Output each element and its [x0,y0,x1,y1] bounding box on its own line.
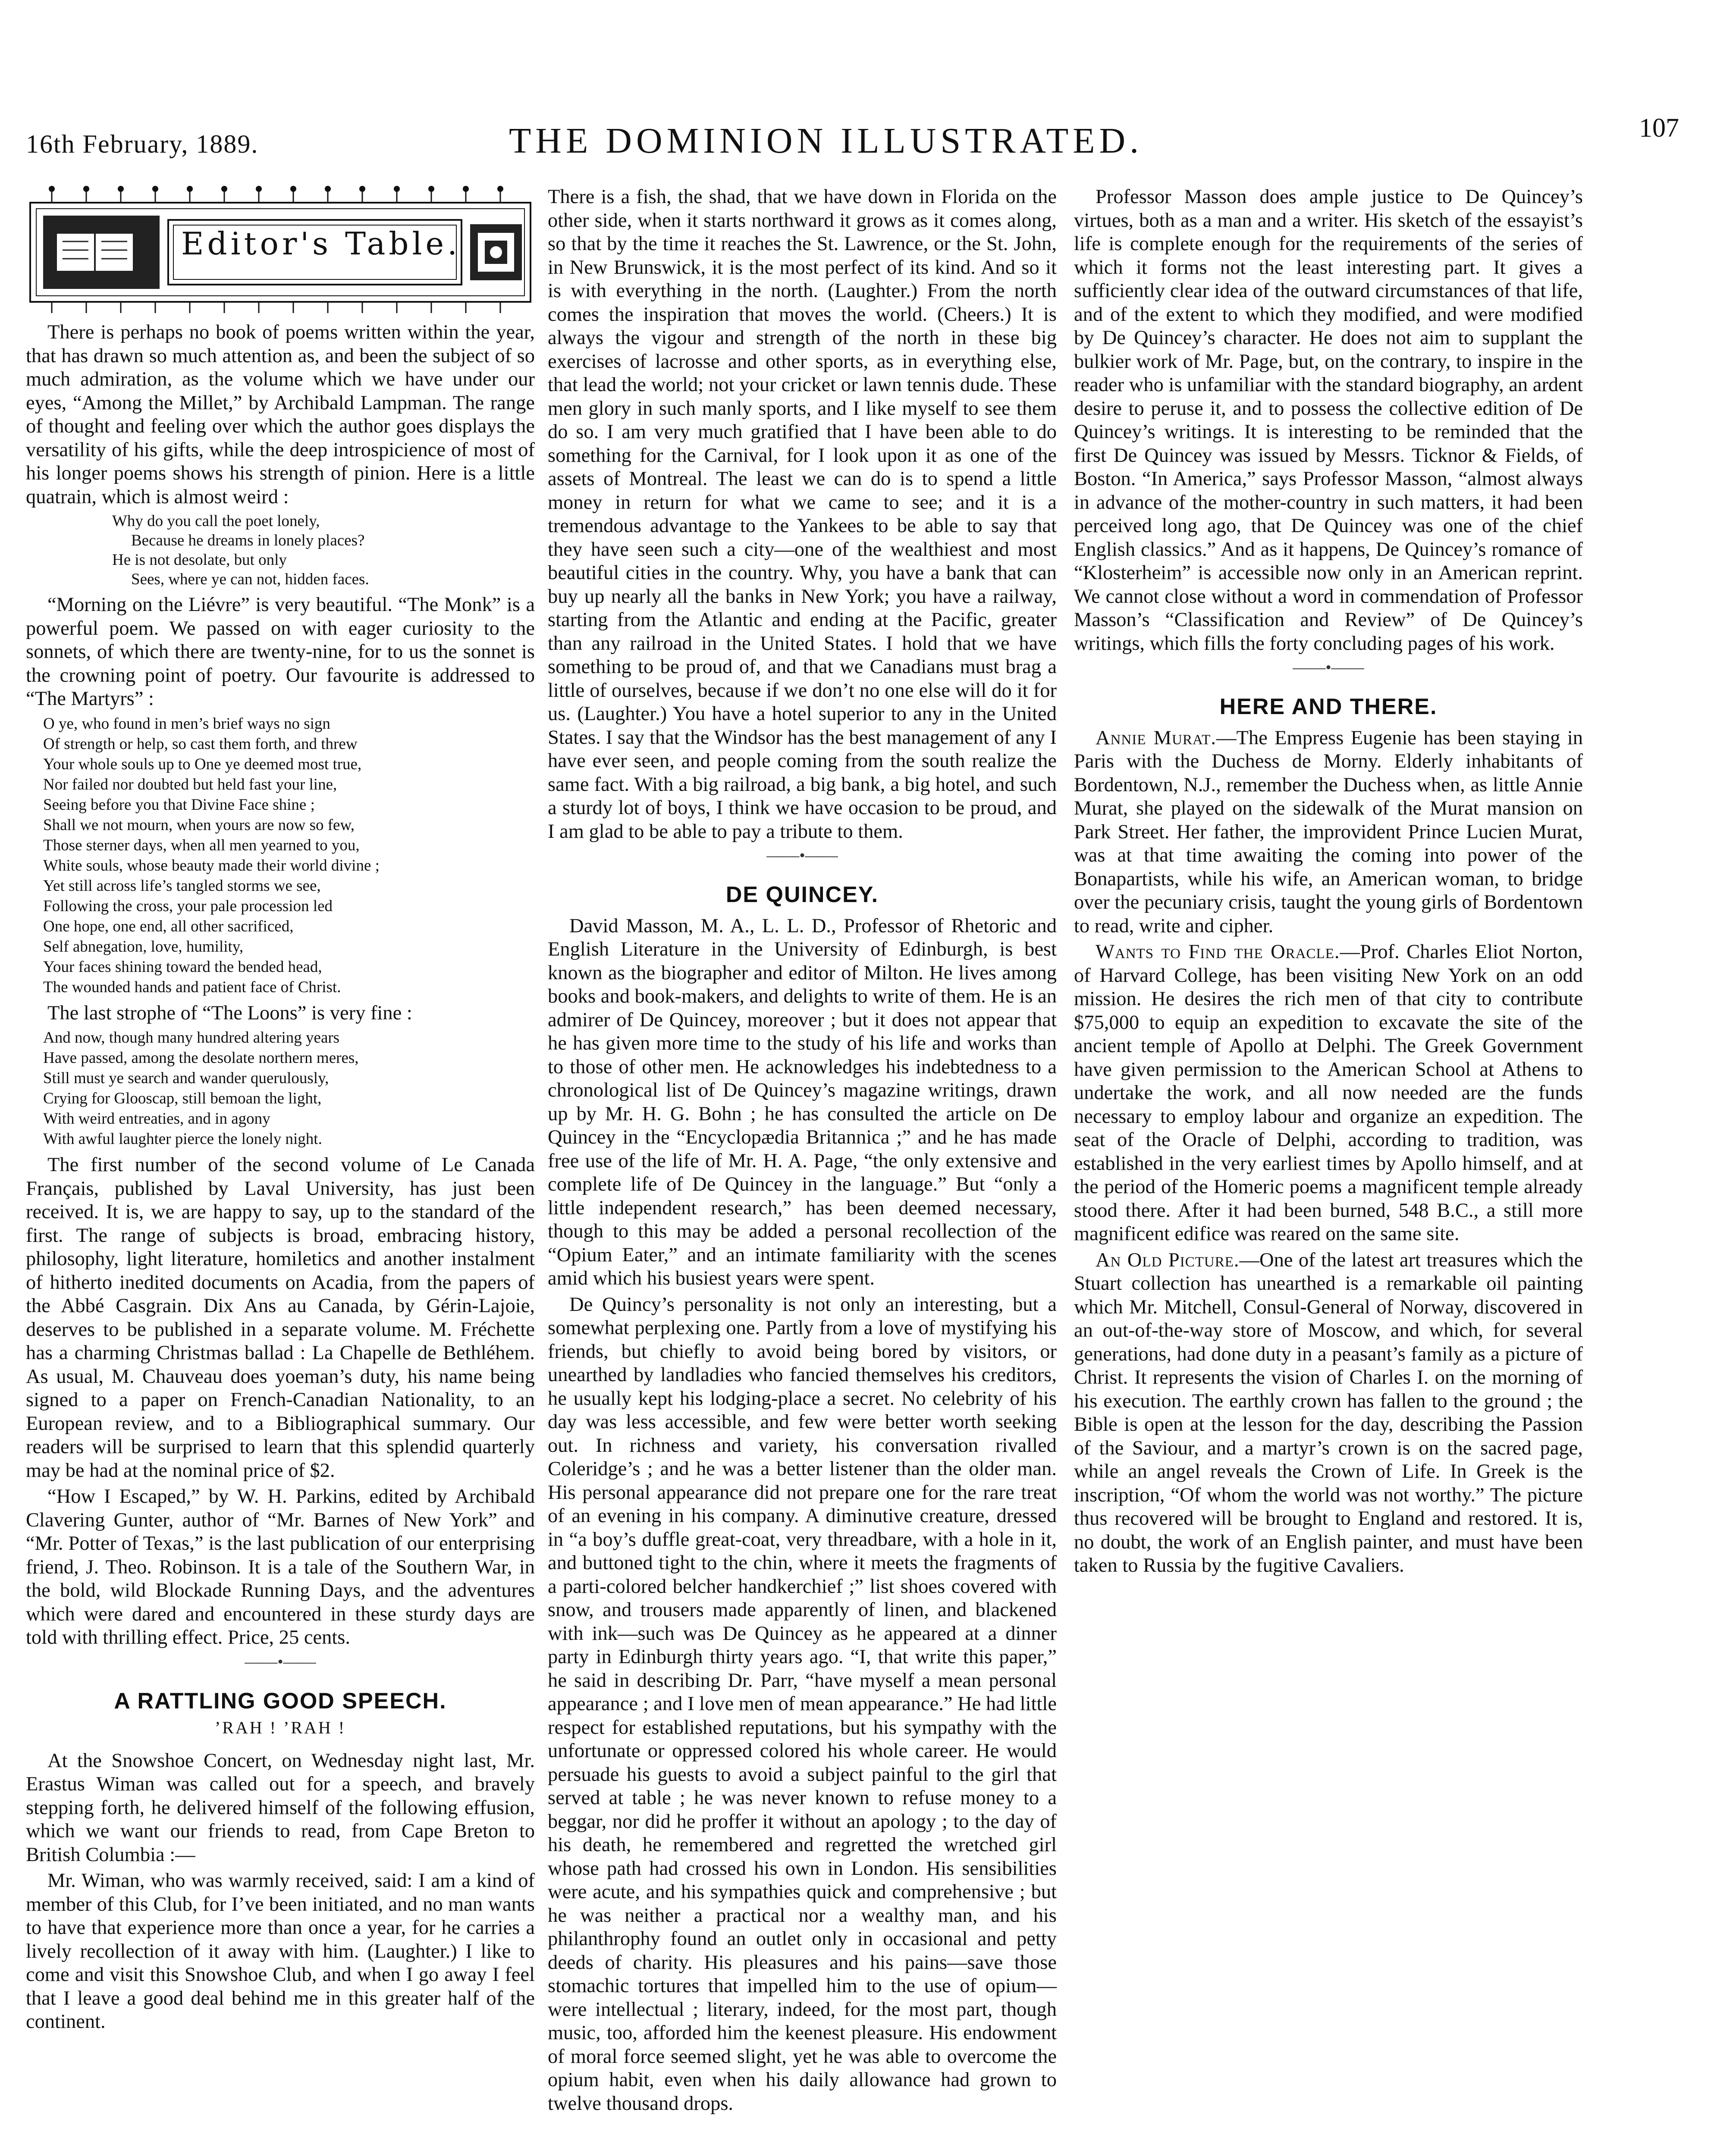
poem-line: The wounded hands and patient face of Christ. [43,978,341,996]
poem-line: Your faces shining toward the bended head, [43,958,322,976]
here-and-there-heading: HERE AND THERE. [1219,694,1438,719]
section-divider: ——•—— [766,846,838,865]
column-3 [1074,185,1583,1580]
editors-table-paragraph: The last strophe of “The Loons” is very fine : [47,1002,412,1024]
editors-table-title: Editor's Table. [181,226,461,262]
news-item-lead: An Old Picture. [1096,1249,1240,1271]
poem-line: One hope, one end, all other sacrificed, [43,917,294,935]
editors-table-paragraph: There is perhaps no book of poems written within the year, that has drawn so much attention as, and been the subject of so much admiration, as the volume which we have under our eyes, “Among the Millet,” by Archibald Lampman. The range of thought and feeling over which the author goes displays the versatility of his gifts, while the deep introspicience of most of his longer poems shows his strength of pinion. Here is a little quatrain, which is almost weird : [26,321,535,508]
news-item [1074,727,1583,938]
news-item-lead: Annie Murat. [1096,727,1216,749]
poem-line: Why do you call the poet lonely, [112,512,320,530]
de-quincey-paragraph: David Masson, M. A., L. L. D., Professor of Rhetoric and English Literature in the University of Edinburgh, is best known as the biographer and editor of Milton. He lives among books and book-makers, and delights to write of them. He is an admirer of De Quincey, moreover ; but it does not appear that he has given more time to the study of his life and works than to those of other men. He acknowledges his indebtedness to a chronological list of De Quincey’s magazine writings, drawn up by Mr. H. G. Bohn ; he has consulted the article on De Quincey in the “Encyclopædia Britannica ;” and he has made free use of the life of Mr. H. A. Page, “the only extensive and complete life of De Quincey in the language.” But “only a little independent research,” has been deemed necessary, though to this may be added a personal recollection of the “Opium Eater,” and an intimate familiarity with the scenes amid which his busiest years were spent. [548,915,1057,1289]
quatrain-poem [112,511,535,589]
news-item-body: —One of the latest art treasures which the Stuart collection has unearthed is a remarkable oil painting which Mr. Mitchell, Consul-General of Norway, discovered in an out-of-the-way store of Moscow, and which, for several generations, had done duty in a peasant’s family as a picture of Christ. It represents the vision of Charles I. on the morning of his execution. The earthly crown has fallen to the ground ; the Bible is open at the lesson for the day, describing the Passion of the Saviour, and a martyr’s crown is on the sacred page, while an angel reveals the Crown of Life. In Greek is the inscription, “Of whom the world was not worthy.” The picture thus recovered will be brought to England and restored. It is, no doubt, the work of an English painter, and must have been taken to Russia by the fugitive Cavaliers. [1074,1249,1583,1576]
page-number: 107 [1639,113,1679,143]
poem-line: Your whole souls up to One ye deemed most true, [43,755,362,773]
issue-date: 16th February, 1889. [26,130,259,158]
column-2 [548,185,1057,2118]
section-divider: ——•—— [1293,658,1364,677]
editors-table-paragraph: “How I Escaped,” by W. H. Parkins, edited by Archibald Clavering Gunter, author of “Mr. Barnes of New York” and “Mr. Potter of Texas,” is the last publication of our enterprising friend, J. Theo. Robinson. It is a tale of the Southern War, in the bold, wild Blockade Running Days, and the adventures which were dared and encountered in these sturdy days are told with thrilling effect. Price, 25 cents. [26,1485,535,1648]
poem-line: Sees, where ye can not, hidden faces. [131,570,369,588]
editors-table-banner [26,185,535,315]
poem-line: Because he dreams in lonely places? [131,532,365,549]
poem-line: Of strength or help, so cast them forth, and threw [43,735,358,753]
poem-line: Those sterner days, when all men yearned to you, [43,836,360,854]
poem-line: Crying for Glooscap, still bemoan the light, [43,1090,322,1107]
masthead: THE DOMINION ILLUSTRATED. [509,121,1143,161]
news-item-body: —Prof. Charles Eliot Norton, of Harvard College, has been visiting New York on an odd mission. He desires the rich men of that city to contribute $75,000 to equip an expedition to excavate the site of the ancient temple of Apollo at Delphi. The Greek Government have given permission to the American School at Athens to undertake the work, and all now needed are the funds necessary to employ labour and organize an expedition. The seat of the Oracle of Delphi, according to tradition, was established in the very earliest times by Apollo himself, and at the period of the Homeric poems a magnificent temple already stood there. After it had been burned, 548 B.C., a still more magnificent edifice was reared on the same site. [1074,941,1583,1245]
editors-table-paragraph: The first number of the second volume of Le Canada Français, published by Laval University, has just been received. It is, we are happy to say, up to the standard of the first. The range of subjects is broad, embracing history, philosophy, light literature, homiletics and another instalment of hitherto inedited documents on Acadia, from the papers of the Abbé Casgrain. Dix Ans au Canada, by Gérin-Lajoie, deserves to be published in a separate volume. M. Fréchette has a charming Christmas ballad : La Chapelle de Bethléhem. As usual, M. Chauveau does yoeman’s duty, his name being signed to a paper on French-Canadian Nationality, to an European review, and to a Bibliographical summary. Our readers will be surprised to learn that this splendid quarterly may be had at the nominal price of $2. [26,1154,535,1482]
poem-line: And now, though many hundred altering years [43,1029,340,1047]
poem-line: White souls, whose beauty made their world divine ; [43,856,380,874]
speech-paragraph: There is a fish, the shad, that we have down in Florida on the other side, when it starts northward it grows as it comes along, so that by the time it reaches the St. Lawrence, or the St. John, in New Brunswick, it is the most perfect of its kind. And so it is with everything in the north. (Laughter.) From the north comes the inspiration that moves the world. (Cheers.) It is always the vigour and strength of the north in these big exercises of lacrosse and other sports, as in everything else, that lead the world; not your cricket or lawn tennis dude. These men glory in such manly sports, and I like myself to see them do so. I am very much gratified that I have been able to do something for the Carnival, for I look upon it as one of the assets of Montreal. The least we can do is to spend a little money in return for what we came to see; and it is a tremendous advantage to the Yankees to be able to say that they have seen such a city—one of the wealthiest and most beautiful cities in the country. Why, you have a bank that can buy up nearly all the banks in New York; you have a railway, starting from the Atlantic and ending at the Pacific, greater than any railroad in the United States. I hold that we have something to be proud of, and that we Canadians must brag a little of ourselves, because if we don’t no one else will do it for us. (Laughter.) You have a hotel superior to any in the United States. I say that the Windsor has the best management of any I have ever seen, and people coming from the south realize the same fact. With a big railroad, a big bank, a big hotel, and such a sturdy lot of boys, I think we have occasion to be proud, and I am glad to be able to pay a tribute to them. [548,186,1057,843]
poem-line: Self abnegation, love, humility, [43,937,244,956]
de-quincey-heading: DE QUINCEY. [725,882,879,907]
news-item-body: —The Empress Eugenie has been staying in Paris with the Duchess de Morny. Elderly inhabitants of Bordentown, N.J., remember the Duchess when, as little Annie Murat, she played on the sidewalk of the Murat mansion on Park Street. Her father, the improvident Prince Lucien Murat, was at that time awaiting the coming into power of the Bonapartists, while his wife, an American woman, to bridge over the pecuniary crisis, taught the young girls of Bordentown to read, write and cipher. [1074,727,1583,937]
news-item-lead: Wants to Find the Oracle. [1096,941,1340,963]
speech-paragraph: At the Snowshoe Concert, on Wednesday night last, Mr. Erastus Wiman was called out for a speech, and bravely stepping forth, he delivered himself of the following effusion, which we want our friends to read, from Cape Breton to British Columbia :— [26,1749,535,1866]
news-item [1074,940,1583,1246]
poem-line: Nor failed nor doubted but held fast your line, [43,775,337,793]
editors-table-paragraph: “Morning on the Liévre” is very beautiful. “The Monk” is a powerful poem. We passed on with eager curiosity to the sonnets, of which there are twenty-nine, for to us the sonnet is the crowning point of poetry. Our favourite is addressed to “The Martyrs” : [26,594,535,710]
loons-strophe [43,1028,535,1149]
speech-heading: A RATTLING GOOD SPEECH. [114,1688,447,1714]
poem-line: With awful laughter pierce the lonely night. [43,1130,322,1148]
speech-subheading: ’RAH ! ’RAH ! [214,1718,346,1737]
section-divider: ——•—— [245,1652,316,1671]
poem-line: Following the cross, your pale procession led [43,897,333,915]
de-quincey-paragraph: De Quincy’s personality is not only an interesting, but a somewhat perplexing one. Partly from a love of mystifying his friends, but chiefly to avoid being bored by visitors, or unearthed by landladies who fancied themselves his creditors, he usually kept his lodging-place a secret. No celebrity of his day was less accessible, and few were better worth seeking out. In richness and variety, his conversation rivalled Coleridge’s ; and he was a better listener than the older man. His personal appearance did not prepare one for the rare treat of an evening in his company. A diminutive creature, dressed in “a boy’s duffle great-coat, very threadbare, with a hole in it, and buttoned tight to the chin, where it meets the fragments of a parti-colored belcher handkerchief ;” list shoes covered with snow, and trousers made apparently of linen, and blackened with ink—such was De Quincey as he appeared at a dinner party in Edinburgh thirty years ago. “I, that write this paper,” he said in describing Dr. Parr, “have myself a mean personal appearance ; and I love men of mean appearance.” He had little respect for established reputations, but his sympathy with the unfortunate or oppressed colored his whole career. He would persuade his guests to avoid a subject painful to the girl that served at table ; he was never known to refuse money to a beggar, nor did he proffer it without an apology ; to the day of his death, he remembered and regretted the wretched girl whose path had crossed his own in London. His sensibilities were acute, and his sympathies quick and comprehensive ; but he was neither a practical nor a wealthy man, and his philanthrophy found an outlet only in occasional and petty deeds of charity. His pleasures and his pains—save those stomachic tortures that impelled him to the use of opium—were intellectual ; literary, indeed, for the most part, though music, too, afforded him the keenest pleasure. His endowment of moral force seemed slight, yet he was able to overcome the opium habit, even when his daily allowance had grown to twelve thousand drops. [548,1293,1057,2115]
column-1 [26,185,535,2037]
de-quincey-paragraph: Professor Masson does ample justice to De Quincey’s virtues, both as a man and a writer. His sketch of the essayist’s life is complete enough for the requirements of the series of which it forms not the least interesting part. It gives a sufficiently clear idea of the outward circumstances of that life, and of the extent to which they modified, and were modified by De Quincey’s character. He does not aim to supplant the bulkier work of Mr. Page, but, on the contrary, to inspire in the reader who is unfamiliar with the standard biography, an ardent desire to peruse it, and to possess the collective edition of De Quincey’s writings. It is interesting to be reminded that the first De Quincey was issued by Messrs. Ticknor & Fields, of Boston. “In America,” says Professor Masson, “almost always in advance of the mother-country in such matters, it had been perceived long ago, that De Quincey was one of the chief English classics.” And as it happens, De Quincey’s romance of “Klosterheim” is accessible now only in an American reprint. We cannot close without a word in commendation of Professor Masson’s “Classification and Review” of De Quincey’s writings, which fills the forty concluding pages of his work. [1074,186,1583,655]
poem-line: O ye, who found in men’s brief ways no sign [43,714,330,733]
poem-line: He is not desolate, but only [112,551,287,569]
speech-paragraph: Mr. Wiman, who was warmly received, said: I am a kind of member of this Club, for I’ve been initiated, and no man wants to have that experience more than once a year, for he carries a lively recollection of it away with him. (Laughter.) I like to come and visit this Snowshoe Club, and when I go away I feel that I leave a good deal behind me in this greater half of the continent. [26,1870,535,2033]
poem-line: Seeing before you that Divine Face shine ; [43,796,315,814]
poem-line: Have passed, among the desolate northern meres, [43,1049,359,1067]
martyrs-sonnet [43,714,535,997]
poem-line: Yet still across life’s tangled storms we see, [43,877,321,895]
poem-line: Shall we not mourn, when yours are now so few, [43,816,355,834]
poem-line: Still must ye search and wander querulously, [43,1069,329,1087]
news-item [1074,1249,1583,1578]
poem-line: With weird entreaties, and in agony [43,1110,270,1128]
